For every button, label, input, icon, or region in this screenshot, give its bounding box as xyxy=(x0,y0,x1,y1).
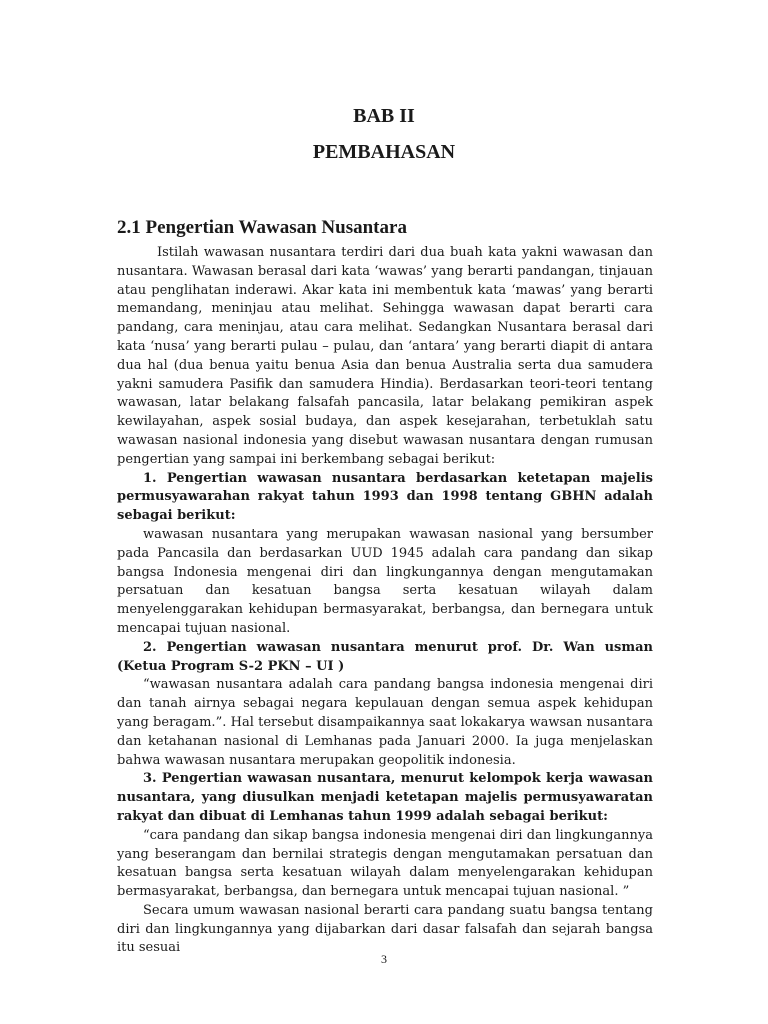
item3-paragraph: “cara pandang dan sikap bangsa indonesia mengenai diri dan lingkungannya yang beserangam dan bernilai strategis dengan mengutamakan persatuan dan kesatuan bangsa serta kesatuan wilayah dalam menyelengarakan kehidupan bermasyarakat, berbangsa, dan bernegara untuk mencapai tujuan nasional. ” xyxy=(117,827,653,900)
page-number: 3 xyxy=(381,952,387,966)
item2-paragraph: “wawasan nusantara adalah cara pandang bangsa indonesia mengenai diri dan tanah airnya sebagai negara kepulauan dengan semua aspek kehidupan yang beragam.”. Hal tersebut disampaikannya saat lokakarya wawsan nusantara dan ketahanan nasional di Lemhanas pada Januari 2000. Ia juga menjelaskan bahwa wawasan nusantara merupakan geopolitik indonesia. xyxy=(117,677,653,768)
item3-heading: 3. Pengertian wawasan nusantara, menurut kelompok kerja wawasan nusantara, yang diusulkan menjadi ketetapan majelis permusyawaratan rakyat dan dibuat di Lemhanas tahun 1999 adalah sebagai berikut: xyxy=(117,771,653,824)
body-text xyxy=(117,244,653,958)
section-heading: 2.1 Pengertian Wawasan Nusantara xyxy=(117,217,407,238)
closing-paragraph: Secara umum wawasan nasional berarti cara pandang suatu bangsa tentang diri dan lingkungannya yang dijabarkan dari dasar falsafah dan sejarah bangsa itu sesuai xyxy=(117,902,653,956)
chapter-title: BAB II xyxy=(353,105,415,127)
intro-paragraph: Istilah wawasan nusantara terdiri dari dua buah kata yakni wawasan dan nusantara. Wawasan berasal dari kata ‘wawas’ yang berarti pandangan, tinjauan atau penglihatan inderawi. Akar kata ini membentuk kata ‘mawas’ yang berarti memandang, meninjau atau melihat. Sehingga wawasan dapat berarti cara pandang, cara meninjau, atau cara melihat. Sedangkan Nusantara berasal dari kata ‘nusa’ yang berarti pulau – pulau, dan ‘antara’ yang berarti diapit di antara dua hal (dua benua yaitu benua Asia dan benua Australia serta dua samudera yakni samudera Pasifik dan samudera Hindia). Berdasarkan teori-teori tentang wawasan, latar belakang falsafah pancasila, latar belakang pemikiran aspek kewilayahan, aspek sosial budaya, dan aspek kesejarahan, terbetuklah satu wawasan nasional indonesia yang disebut wawasan nusantara dengan rumusan pengertian yang sampai ini berkembang sebagai berikut: xyxy=(117,245,653,467)
item2-heading: 2. Pengertian wawasan nusantara menurut prof. Dr. Wan usman (Ketua Program S-2 PKN – UI ) xyxy=(117,639,653,674)
chapter-subtitle: PEMBAHASAN xyxy=(312,141,456,163)
item1-paragraph: wawasan nusantara yang merupakan wawasan nasional yang bersumber pada Pancasila dan berdasarkan UUD 1945 adalah cara pandang dan sikap bangsa Indonesia mengenai diri dan lingkungannya dengan mengutamakan persatuan dan kesatuan bangsa serta kesatuan wilayah dalam menyelenggarakan kehidupan bermasyarakat, berbangsa, dan bernegara untuk mencapai tujuan nasional. xyxy=(117,526,653,636)
item1-heading: 1. Pengertian wawasan nusantara berdasarkan ketetapan majelis permusyawarahan rakyat tahun 1993 dan 1998 tentang GBHN adalah sebagai berikut: xyxy=(117,470,653,524)
